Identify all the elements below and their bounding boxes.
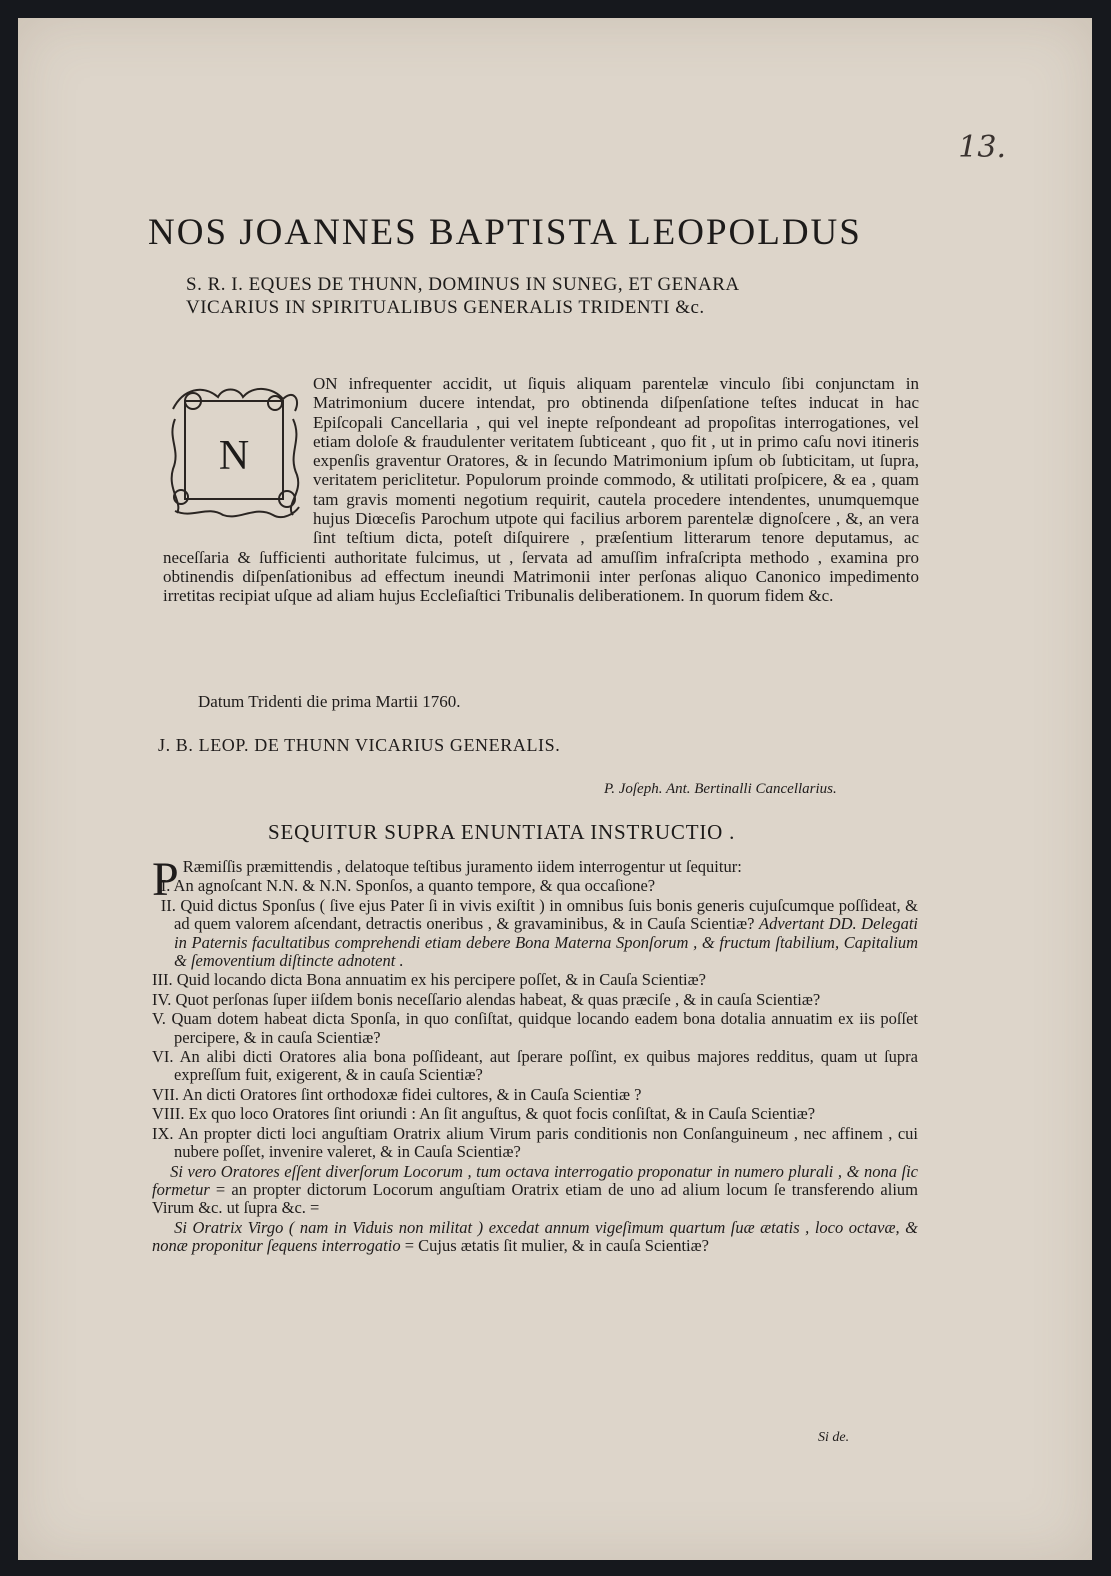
list-item: VI. An alibi dicti Oratores alia bona poſſideant, aut ſperare poſſint, ex quibus majores redditus, quam ut ſupra expreſſum fuit, exigerent, & in cauſa Scientiæ?	[152, 1047, 918, 1085]
list-item: VII. An dicti Oratores ſint orthodoxæ fidei cultores, & in Cauſa Scientiæ ?	[152, 1084, 642, 1104]
list-item: I. An agnoſcant N.N. & N.N. Sponſos, a quanto tempore, & qua occaſione?	[160, 876, 656, 896]
list-item: IV. Quot perſonas ſuper iiſdem bonis neceſſario alendas habeat, & quas præciſe , & in cauſa Scientiæ?	[152, 989, 821, 1009]
note-italic: Advertant DD. Delegati in Paternis facultatibus comprehendi etiam debere Bona Materna Sponſorum , & fructum ſtabilium, Capitalium & ſemoventium diſtincte adnotent .	[174, 914, 918, 971]
note-paragraph: Si vero Oratores eſſent diverſorum Locorum , tum octava interrogatio proponatur in numero plurali , & nona ſic formetur = an propter dictorum Locorum anguſtiam Oratrix etiam de uno ad alium locum ſe transferendo alium Virum &c. ut ſupra &c. =	[152, 1161, 918, 1218]
catchword: Si de.	[818, 1430, 850, 1445]
instruction-heading: SEQUITUR SUPRA ENUNTIATA INSTRUCTIO .	[268, 820, 736, 844]
initial-spacer	[163, 374, 313, 532]
list-item: IX. An propter dicti loci anguſtiam Oratrix alium Virum paris conditionis non Conſanguineum , nec affinem , cui nubere poſſet, invenire valeret, & in Cauſa Scientiæ?	[152, 1123, 918, 1162]
folio-number: 13.	[958, 130, 1006, 165]
list-item: II. Quid dictus Sponſus ( ſive ejus Pater ſi in vivis exiſtit ) in omnibus ſuis bonis generis cujuſcumque poſſideat, & ad quem valorem aſcendant, detractis oneribus , & gravaminibus, & in Cauſa Scientiæ? Advertant DD. Delegati in Paternis facultatibus comprehendi etiam debere Bona Materna Sponſorum , & fructum ſtabilium, Capitalium & ſemoventium diſtincte adnotent .	[160, 895, 918, 971]
decree-text: ON infrequenter accidit, ut ſiquis aliquam parentelæ vinculo ſibi conjunctam in Matrimonium ducere intendat, pro obtinenda diſpenſatione teſtes inducat in hac Epiſcopali Cancellaria , qui vel inepte reſpondeant ad propoſitas interrogationes, vel etiam doloſe & fraudulenter veritatem ſubticeant , quo fit , ut in primo caſu novi itineris expenſis graventur Oratores, & in ſecundo Matrimonium ipſum ob ſubticitam, ut ſupra, veritatem periclitetur. Populorum proinde commodo, & utilitati proſpicere, & ea , quam tam gravis momenti negotium requirit, cautela procedere intendentes, unumquemque hujus Diœceſis Parochum utpote qui facilius arborem parentelæ dignoſcere , &, an vera ſint teſtium dicta, poteſt diſquirere , præſentium litterarum tenore deputamus, ac neceſſaria & ſufficienti authoritate fulcimus, ut , ſervata ad amuſſim infraſcripta methodo , examina pro obtinendis diſpenſationibus ad effectum ineundi Matrimonii inter perſonas aliquo Canonico impedimento irretitas recipiat uſque ad aliam hujus Eccleſiaſtici Tribunalis deliberationem. In quorum fidem &c.	[163, 374, 919, 606]
decree-body	[163, 374, 919, 606]
initial-letter: N	[218, 433, 250, 479]
intro-capital: P	[152, 853, 179, 906]
list-item: VIII. Ex quo loco Oratores ſint oriundi : An ſit anguſtus, & quot focis conſiſtat, & in Cauſa Scientiæ?	[152, 1104, 816, 1124]
vicar-signature: J. B. LEOP. DE THUNN VICARIUS GENERALIS.	[158, 735, 561, 755]
chancellor-signature: P. Joſeph. Ant. Bertinalli Cancellarius.	[604, 781, 837, 797]
subtitle-line-1: S. R. I. EQUES DE THUNN, DOMINUS IN SUNEG, ET GENARA	[186, 274, 740, 295]
instruction-list	[152, 853, 919, 1257]
list-item: III. Quid locando dicta Bona annuatim ex his percipere poſſet, & in Cauſa Scientiæ?	[152, 970, 706, 990]
instruction-intro: P Ræmiſſis præmittendis , delatoque teſtibus juramento iidem interrogentur ut ſequitur:	[152, 853, 742, 906]
document-sheet	[18, 18, 1092, 1560]
subtitle-line-2: VICARIUS IN SPIRITUALIBUS GENERALIS TRIDENTI &c.	[186, 297, 705, 318]
note-paragraph: Si Oratrix Virgo ( nam in Viduis non militat ) excedat annum vigeſimum quartum ſuæ ætatis , loco octavæ, & nonæ proponitur ſequens interrogatio = Cujus ætatis ſit mulier, & in cauſa Scientiæ?	[152, 1217, 919, 1256]
list-item: V. Quam dotem habeat dicta Sponſa, in quo conſiſtat, quidque locando eadem bona dotalia annuatim ex iis poſſet percipere, & in cauſa Scientiæ?	[152, 1009, 918, 1047]
date-line: Datum Tridenti die prima Martii 1760.	[198, 692, 461, 711]
document-title: NOS JOANNES BAPTISTA LEOPOLDUS	[148, 212, 862, 253]
